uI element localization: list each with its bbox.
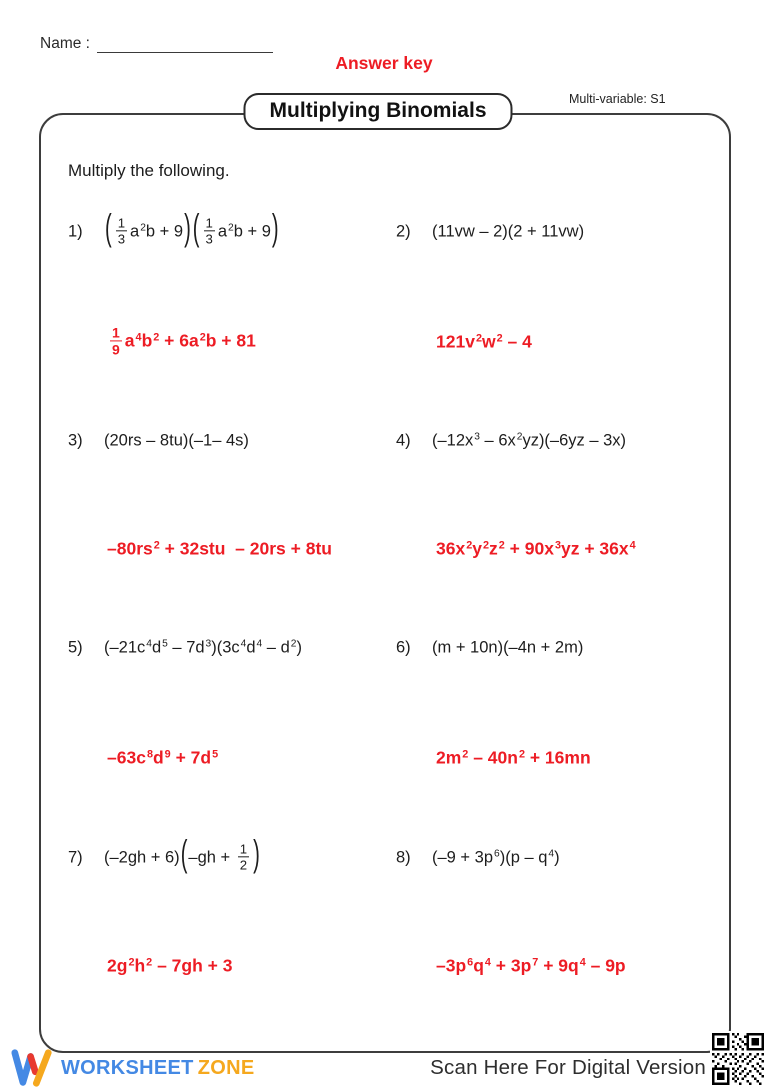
name-label: Name : <box>40 35 90 52</box>
problem-6-expression: (m + 10n)(–4n + 2m) <box>432 638 584 657</box>
worksheet-border-box <box>39 113 731 1053</box>
problem-2-answer: $121v^2w^2 - 4$ <box>436 331 532 352</box>
problem-5-question <box>68 639 302 658</box>
problem-2-expression: (11vw – 2)(2 + 11vw) <box>432 222 585 241</box>
page-title: Multiplying Binomials <box>243 93 512 130</box>
problem-3-question <box>68 432 249 451</box>
brand-name-zone: ZONE <box>197 1056 255 1079</box>
problem-5-number: 5) <box>68 638 83 657</box>
problem-6-number: 6) <box>396 638 411 657</box>
name-blank-line <box>97 32 273 53</box>
problem-2-number: 2) <box>396 222 411 241</box>
problem-1-expression: ( $\frac{1}{3}$ $a^2b + 9$)( $\frac{1}{3}$ $a^2b + 9$) <box>105 208 279 250</box>
qr-code <box>710 1031 766 1087</box>
problem-4-question <box>396 432 626 451</box>
problem-7-number: 7) <box>68 848 83 867</box>
qr-code-image <box>712 1033 764 1085</box>
worksheetzone-logo-icon <box>10 1048 54 1087</box>
problem-8-expression: $(-9 + 3p^6)(p - q^4)$ <box>432 848 560 867</box>
problem-4-number: 4) <box>396 431 411 450</box>
problem-8-question <box>396 849 560 868</box>
answer-key-label: Answer key <box>335 53 433 73</box>
problem-2-question <box>396 223 584 242</box>
problem-7-expression: (–2gh + 6)(–gh + $\frac{1}{2}$ ) <box>104 834 260 876</box>
problem-3-answer: $-80rs^2 + 32stu - 20rs + 8tu$ <box>107 538 332 559</box>
instruction-text: Multiply the following. <box>68 161 230 180</box>
problem-8-number: 8) <box>396 848 411 867</box>
name-row <box>40 32 273 53</box>
problem-7-question <box>68 834 261 876</box>
brand-name-worksheet: WORKSHEET <box>61 1056 194 1079</box>
variant-label: Multi-variable: S1 <box>569 92 666 106</box>
scan-here-text: Scan Here For Digital Version <box>430 1056 706 1079</box>
problem-7-answer: $2g^2h^2 - 7gh + 3$ <box>107 955 233 976</box>
problem-6-question <box>396 639 583 658</box>
problem-1-answer: $\frac{1}{9}$ $a^4b^2 + 6a^2b + 81$ <box>112 324 256 358</box>
problem-4-answer: $36x^2y^2z^2 + 90x^3yz + 36x^4$ <box>436 538 636 559</box>
problem-8-answer: $-3p^6q^4 + 3p^7 + 9q^4 - 9p$ <box>436 955 626 976</box>
problem-1-number: 1) <box>68 222 83 241</box>
problem-5-answer: $-63c^8d^9 + 7d^5$ <box>107 747 219 768</box>
problem-3-expression: (20rs – 8tu)(–1– 4s) <box>104 431 249 450</box>
problem-6-answer: $2m^2 - 40n^2 + 16mn$ <box>436 747 591 768</box>
worksheetzone-logo <box>10 1048 254 1087</box>
problem-3-number: 3) <box>68 431 83 450</box>
problem-4-expression: $(-12x^3 - 6x^2yz)(-6yz - 3x)$ <box>432 431 627 450</box>
problem-5-expression: $(-21c^4d^5 - 7d^3)(3c^4d^4 - d^2)$ <box>104 638 302 657</box>
problem-1-question <box>68 208 280 250</box>
